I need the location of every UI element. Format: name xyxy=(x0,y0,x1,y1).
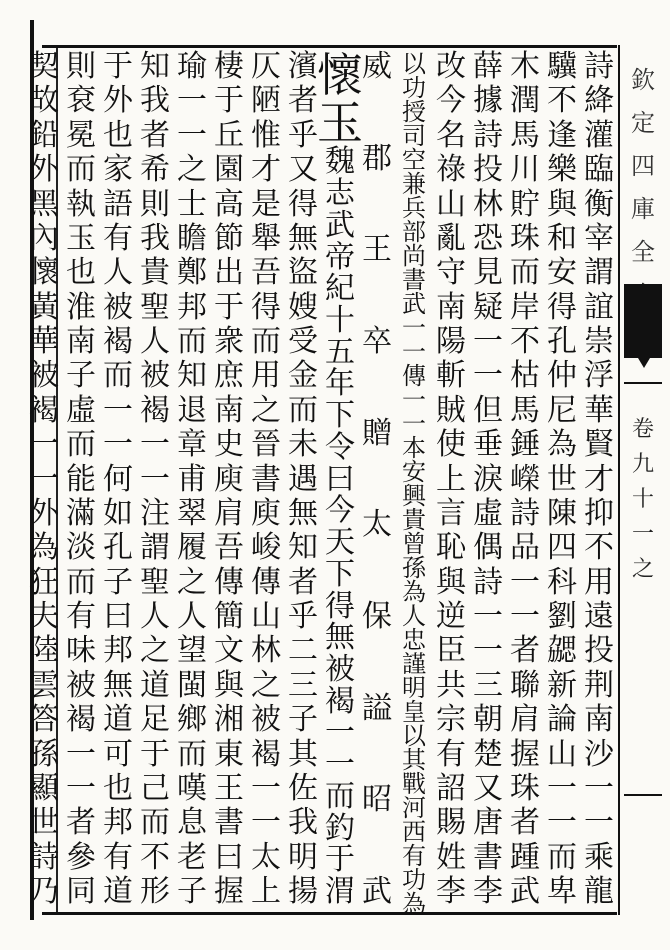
text-column: 改 今 名 祿 山 亂 守 南 陽 斬 賊 使 上 言 恥 與 逆 臣 共 宗 有 詔 賜 姓 李 xyxy=(436,49,466,909)
text-column: 以 功 授 司 空 兼 兵 部 尚 書 武 一 一 傳 一 一 本 安 興 貴 曾 孫 為 人 忠 謹 明 皇 以 其 戰 河 西 有 功 為 xyxy=(402,50,426,918)
margin-book-title: 欽 定 四 庫 全 xyxy=(631,66,655,266)
margin-divider xyxy=(624,382,662,384)
center-margin-strip xyxy=(624,52,662,907)
text-column: 仄 陋 惟 才 是 舉 吾 得 而 用 之 晉 書 庾 峻 傳 山 林 之 被 褐 一 一 太 上 xyxy=(251,49,281,909)
text-column: 薛 據 詩 投 林 恐 見 疑 一 一 但 垂 淚 虛 偶 詩 一 一 三 朝 楚 又 唐 書 李 xyxy=(473,49,503,909)
text-column: 詩 絳 灌 臨 衡 宰 謂 誼 崇 浮 華 賢 才 抑 不 用 遠 投 荆 南 沙 一 一 乘 龍 xyxy=(584,49,614,909)
text-column: 于 外 也 家 語 有 人 被 褐 而 一 一 何 如 孔 子 曰 邦 無 道 可 也 邦 有 道 xyxy=(103,49,133,909)
text-column: 濱 者 乎 又 得 無 盜 嫂 受 金 而 未 遇 無 知 者 乎 二 三 子 其 佐 我 明 揚 xyxy=(288,49,318,909)
text-column: 棲 于 丘 園 高 節 出 于 衆 庶 南 史 庾 肩 吾 傳 簡 文 與 湘 東 王 書 曰 握 xyxy=(214,49,244,909)
margin-divider xyxy=(624,794,662,796)
text-column: 契 故 鉛 外 黑 內 懷 黃 華 被 褐 一 一 外 為 狂 夫 陸 雲 答 孫 顯 世 詩 乃 xyxy=(29,49,59,909)
text-column: 懷 玉 魏 志 武 帝 紀 十 五 年 下 令 曰 今 天 下 得 無 被 褐 一 一 而 釣 于 渭 xyxy=(317,48,363,909)
text-column: 驥 不 逢 樂 與 和 安 得 孔 仲 尼 為 世 陳 四 科 劉 勰 新 論 山 一 一 而 卑 xyxy=(547,49,577,909)
text-column: 木 潤 馬 川 貯 珠 而 岸 不 枯 馬 錘 嶸 詩 品 一 一 者 聯 肩 握 珠 者 踵 武 xyxy=(510,49,540,909)
bottom-border-rule xyxy=(42,912,617,915)
text-column: 知 我 者 希 則 我 貴 聖 人 被 褐 一 一 注 謂 聖 人 之 道 足 于 己 而 不 形 xyxy=(140,49,170,909)
text-column: 則 袞 冕 而 執 玉 也 淮 南 子 虛 而 能 滿 淡 而 有 味 被 褐 一 一 者 參 同 xyxy=(66,49,96,909)
text-column: 瑜 一 一 之 士 瞻 鄭 邦 而 知 退 章 甫 翠 履 之 人 望 閩 鄉 而 嘆 息 老 子 xyxy=(177,49,207,909)
fishtail-mark xyxy=(624,284,662,358)
margin-volume-label: 卷 九 十 一 之 xyxy=(631,417,654,582)
text-column: 威 郡 王 卒 贈 太 保 謚 昭 武 xyxy=(362,49,392,909)
